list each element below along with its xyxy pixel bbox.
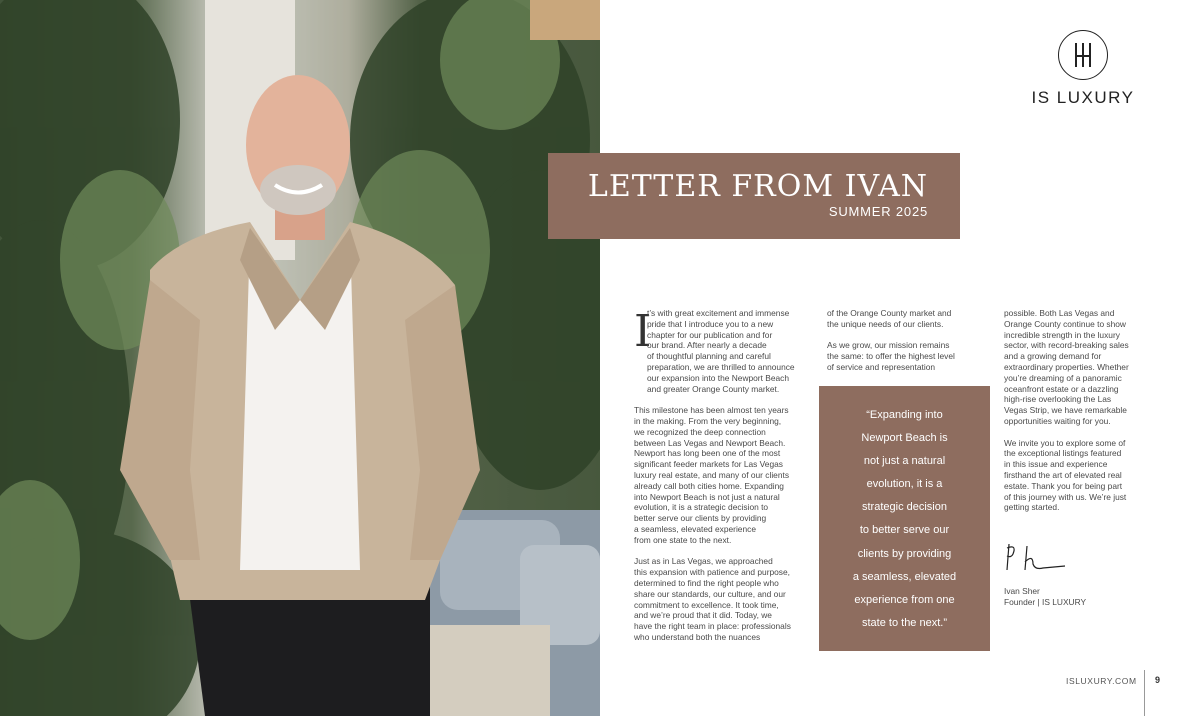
paragraph: As we grow, our mission remains the same: to offer the highest level of service and representation	[827, 340, 955, 372]
pull-quote-text: “Expanding into Newport Beach is not just a natural evolution, it is a strategic decision to better serve our clients by providing a seamless, elevated experience from one state to the next.”	[852, 409, 957, 629]
paragraph: possible. Both Las Vegas and Orange County continue to show incredible strength in the luxury sector, with record-breaking sales and a growing demand for extraordinary properties. Whether you’re dreaming of a panoramic oceanfront estate or a dazzling high-rise overlooking the Las Vegas Strip, we have remarkable opportunities waiting for you.	[1004, 308, 1129, 426]
drop-cap: I	[634, 306, 652, 357]
article-column-2	[827, 308, 977, 384]
title-banner	[548, 153, 960, 239]
paragraph: This milestone has been almost ten years in the making. From the very beginning, we recognized the deep connection between Las Vegas and Newport Beach. Newport has long been one of the most significant feeder markets for Las Vegas luxury real estate, and many of our clients already call both cities home. Expanding into Newport Beach is not just a natural evolution, it is a strategic decision to better serve our clients by providing a seamless, elevated experience from one state to the next.	[634, 405, 790, 545]
article-column-3	[1004, 308, 1154, 524]
brand-name: IS LUXURY	[1031, 88, 1135, 107]
brand-logo	[1022, 30, 1144, 108]
signature-name: Ivan Sher	[1004, 586, 1040, 596]
pull-quote	[819, 386, 990, 651]
paragraph: of the Orange County market and the unique needs of our clients.	[827, 308, 952, 329]
footer-url[interactable]: ISLUXURY.COM	[1066, 676, 1137, 686]
paragraph: t’s with great excitement and immense pride that I introduce you to a new chapter for our publication and for our brand. After nearly a decade of thoughtful planning and careful preparation, we are thrilled to announce our expansion into the Newport Beach and greater Orange County market.	[647, 308, 795, 394]
paragraph: We invite you to explore some of the exceptional listings featured in this issue and experience firsthand the art of elevated real estate. Thank you for being part of this journey with us. We’re just getting started.	[1004, 437, 1127, 513]
signature-title: Founder | IS LUXURY	[1004, 597, 1087, 607]
paragraph: Just as in Las Vegas, we approached this expansion with patience and purpose, determined to find the right people who share our standards, our culture, and our commitment to excellence. It took time, and we’re proud that it did. Today, we have the right team in place: professionals who understand both the nuances	[634, 556, 791, 642]
is-luxury-logo-icon	[1058, 30, 1108, 80]
signature-icon	[1003, 540, 1073, 580]
issue-subtitle: SUMMER 2025	[828, 204, 928, 219]
page-number: 9	[1155, 675, 1161, 685]
article-column-1	[634, 308, 814, 654]
page-title: LETTER FROM IVAN	[587, 169, 928, 204]
footer-divider	[1144, 670, 1145, 716]
